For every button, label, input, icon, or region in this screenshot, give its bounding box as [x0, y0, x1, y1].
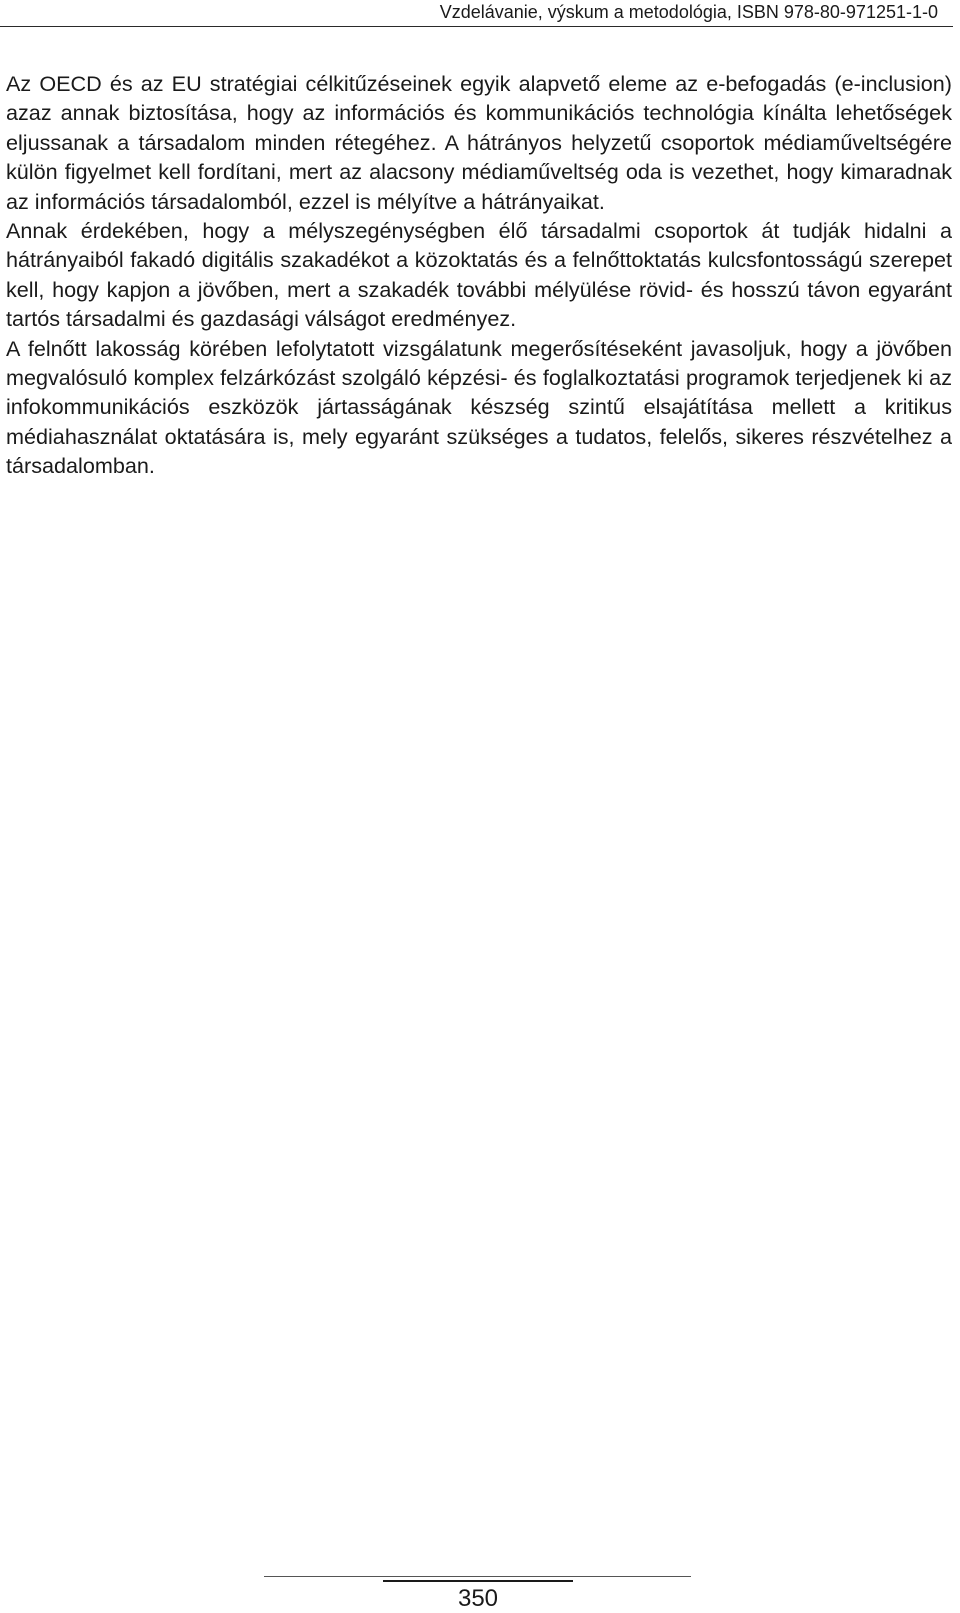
paragraph-digital-divide: Annak érdekében, hogy a mélyszegénységben élő társadalmi csoportok át tudják hidalni a hátrányaiból fakadó digitális szakadékot a közoktatás és a felnőttoktatás kulcsfontosságú szerepet kell, hogy kapjon a jövőben, mert a szakadék további mélyülése rövid- és hosszú távon egyaránt tartós társadalmi és gazdasági válságot eredményez. — [6, 218, 952, 332]
running-header — [0, 0, 953, 27]
footer-rule-accent — [383, 1580, 573, 1582]
running-header-title: Vzdelávanie, výskum a metodológia, ISBN 978-80-971251-1-0 — [439, 2, 938, 22]
page-number: 350 — [457, 1585, 499, 1612]
paragraph-e-inclusion: Az OECD és az EU stratégiai célkitűzéseinek egyik alapvető eleme az e-befogadás (e-inclusion) azaz annak biztosítása, hogy az információs és kommunikációs technológia kínálta lehetőségek eljussanak a társadalom minden rétegéhez. A hátrányos helyzetű csoportok médiaműveltségére külön figyelmet kell fordítani, mert az alacsony médiaműveltség oda is vezethet, hogy kimaradnak az információs társadalomból, ezzel is mélyítve a hátrányaikat. — [6, 71, 952, 214]
body-text — [6, 69, 952, 481]
paragraph-recommendation: A felnőtt lakosság körében lefolytatott vizsgálatunk megerősítéseként javasoljuk, hogy a jövőben megvalósuló komplex felzárkózást szolgáló képzési- és foglalkoztatási programok terjedjenek ki az infokommunikációs eszközök jártasságának készség szintű elsajátítása mellett a kritikus médiahasználat oktatására is, mely egyaránt szükséges a tudatos, felelős, sikeres részvételhez a társadalomban. — [6, 335, 952, 479]
footer-rule — [264, 1576, 691, 1577]
